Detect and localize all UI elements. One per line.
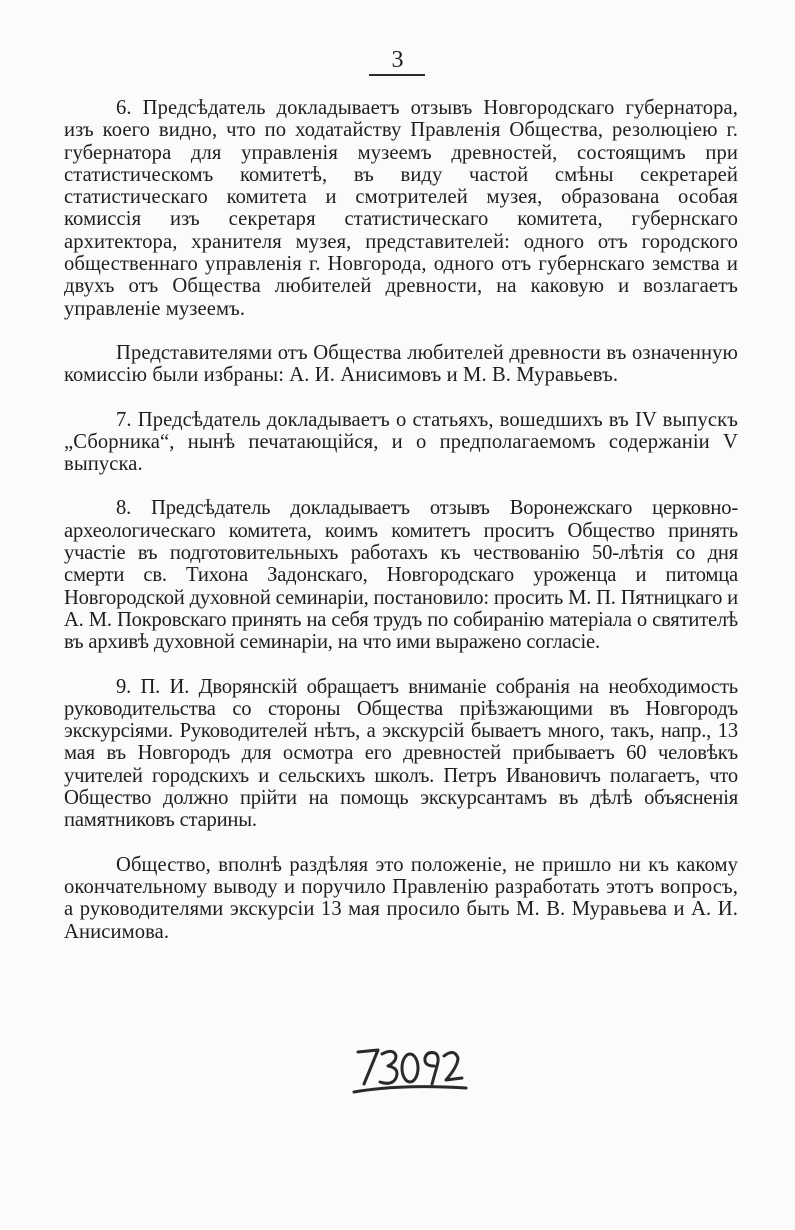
handwritten-inventory-number — [350, 1040, 470, 1100]
text-column — [64, 97, 738, 965]
page-number: 3 — [391, 47, 404, 73]
paragraph-item-7: 7. Предсѣдатель докладываетъ о статьяхъ, вошедшихъ въ IV выпускъ „Сборника“, нынѣ печатающійся, и о предполагаемомъ содержаніи V выпуска. — [64, 408, 738, 476]
paragraph-conclusion: Общество, вполнѣ раздѣляя это положеніе, не пришло ни къ какому окончательному выводу и поручило Правленію разработать этотъ вопросъ, а руководителями экскурсіи 13 мая просило быть М. В. Муравьева и А. И. Анисимова. — [64, 853, 738, 943]
paragraph-item-9: 9. П. И. Дворянскій обращаетъ вниманіе собранія на необходимость руководительства со стороны Общества пріѣзжающими въ Новгородъ экскурсіями. Руководителей нѣтъ, а экскурсій бываетъ много, такъ, напр., 13 мая въ Новгородъ для осмотра его древностей прибываетъ 60 человѣкъ учителей городскихъ и сельскихъ школъ. Петръ Ивановичъ полагаетъ, что Общество должно прійти на помощь экскурсантамъ въ дѣлѣ объясненія памятниковъ старины. — [64, 675, 738, 832]
page-number-underline — [369, 74, 425, 76]
paragraph-item-8: 8. Предсѣдатель докладываетъ отзывъ Воронежскаго церковно-археологическаго комитета, коимъ комитетъ проситъ Общество принять участіе въ подготовительныхъ работахъ къ чествованію 50-лѣтія со дня смерти св. Тихона Задонскаго, Новгородскаго уроженца и питомца Новгородской духовной семинаріи, постановило: просить М. П. Пятницкаго и А. М. Покровскаго принять на себя трудъ по собиранію матеріала о святителѣ въ архивѣ духовной семинаріи, на что ими выражено согласіе. — [64, 497, 738, 654]
paragraph-item-6: 6. Предсѣдатель докладываетъ отзывъ Новгородскаго губернатора, изъ коего видно, что по ходатайству Правленія Общества, резолюціею г. губернатора для управленія музеемъ древностей, состоящимъ при статистическомъ комитетѣ, въ виду частой смѣны секретарей статистическаго комитета и смотрителей музея, образована особая комиссія изъ секретаря статистическаго комитета, губернскаго архитектора, хранителя музея, представителей: одного отъ городского общественнаго управленія г. Новгорода, одного отъ губернскаго земства и двухъ отъ Общества любителей древности, на каковую и возлагаетъ управленіе музеемъ. — [64, 97, 738, 320]
paragraph-representatives: Представителями отъ Общества любителей древности въ означенную комиссію были избраны: А. И. Анисимовъ и М. В. Муравьевъ. — [64, 341, 738, 387]
